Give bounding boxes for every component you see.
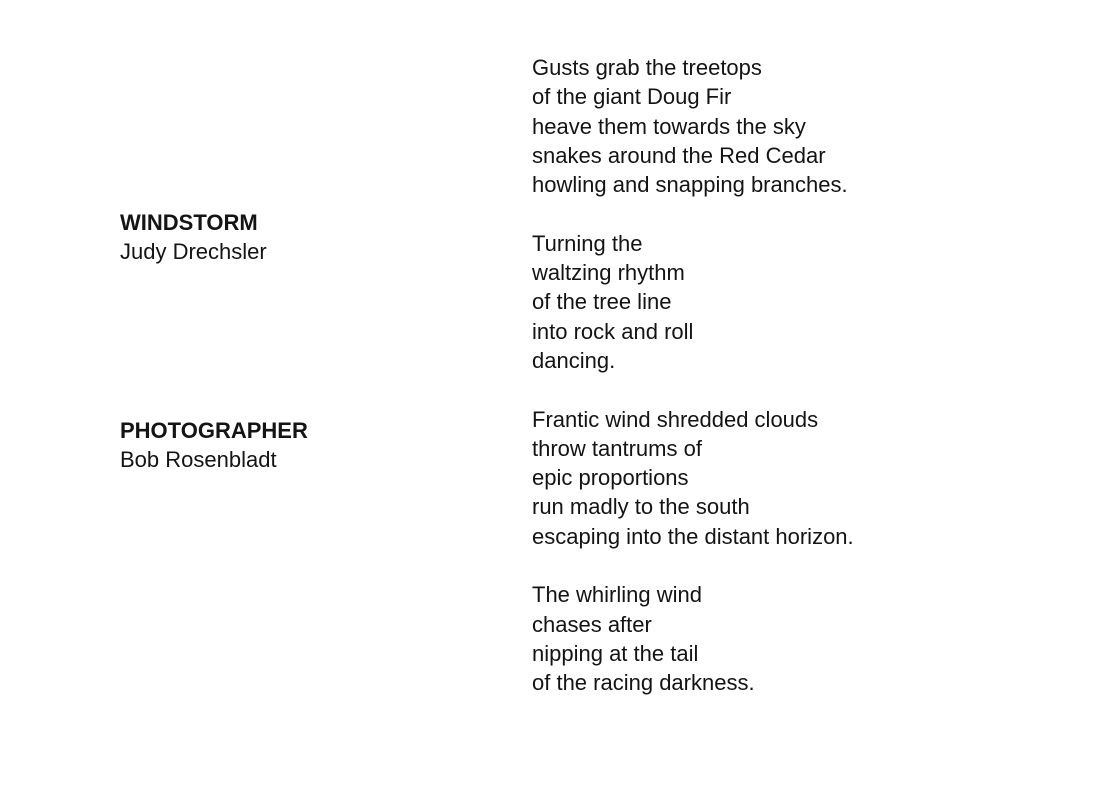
photographer-label: PHOTOGRAPHER xyxy=(120,418,308,443)
poem-line: into rock and roll xyxy=(532,318,694,344)
poem-author: Judy Drechsler xyxy=(120,239,267,264)
photographer-name: Bob Rosenbladt xyxy=(120,447,277,472)
poem-line: of the racing darkness. xyxy=(532,670,755,696)
stanza-2 xyxy=(532,229,1092,375)
poem-line: escaping into the distant horizon. xyxy=(532,523,854,549)
poem-title: WINDSTORM xyxy=(120,210,258,235)
poem-line: nipping at the tail xyxy=(532,640,699,666)
stanza-3 xyxy=(532,405,1092,551)
poem-line: snakes around the Red Cedar xyxy=(532,142,826,168)
poem-line: Turning the xyxy=(532,230,643,256)
poem-line: Frantic wind shredded clouds xyxy=(532,406,819,432)
poem-line: chases after xyxy=(532,611,652,637)
poem-line: Gusts grab the treetops xyxy=(532,55,762,80)
photographer-info xyxy=(120,416,440,474)
poem-info xyxy=(120,208,440,266)
poem-body xyxy=(532,53,1092,698)
poem-line: dancing. xyxy=(532,347,616,373)
poem-line: of the tree line xyxy=(532,289,672,315)
poem-line: throw tantrums of xyxy=(532,435,702,461)
stanza-4 xyxy=(532,580,1092,697)
poem-line: waltzing rhythm xyxy=(532,260,685,286)
poem-line: run madly to the south xyxy=(532,494,750,520)
poem-line: of the giant Doug Fir xyxy=(532,84,732,110)
poem-line: howling and snapping branches. xyxy=(532,172,848,198)
poem-line: The whirling wind xyxy=(532,582,702,608)
poem-line: epic proportions xyxy=(532,465,689,491)
poem-line: heave them towards the sky xyxy=(532,113,806,139)
stanza-1 xyxy=(532,53,1092,199)
